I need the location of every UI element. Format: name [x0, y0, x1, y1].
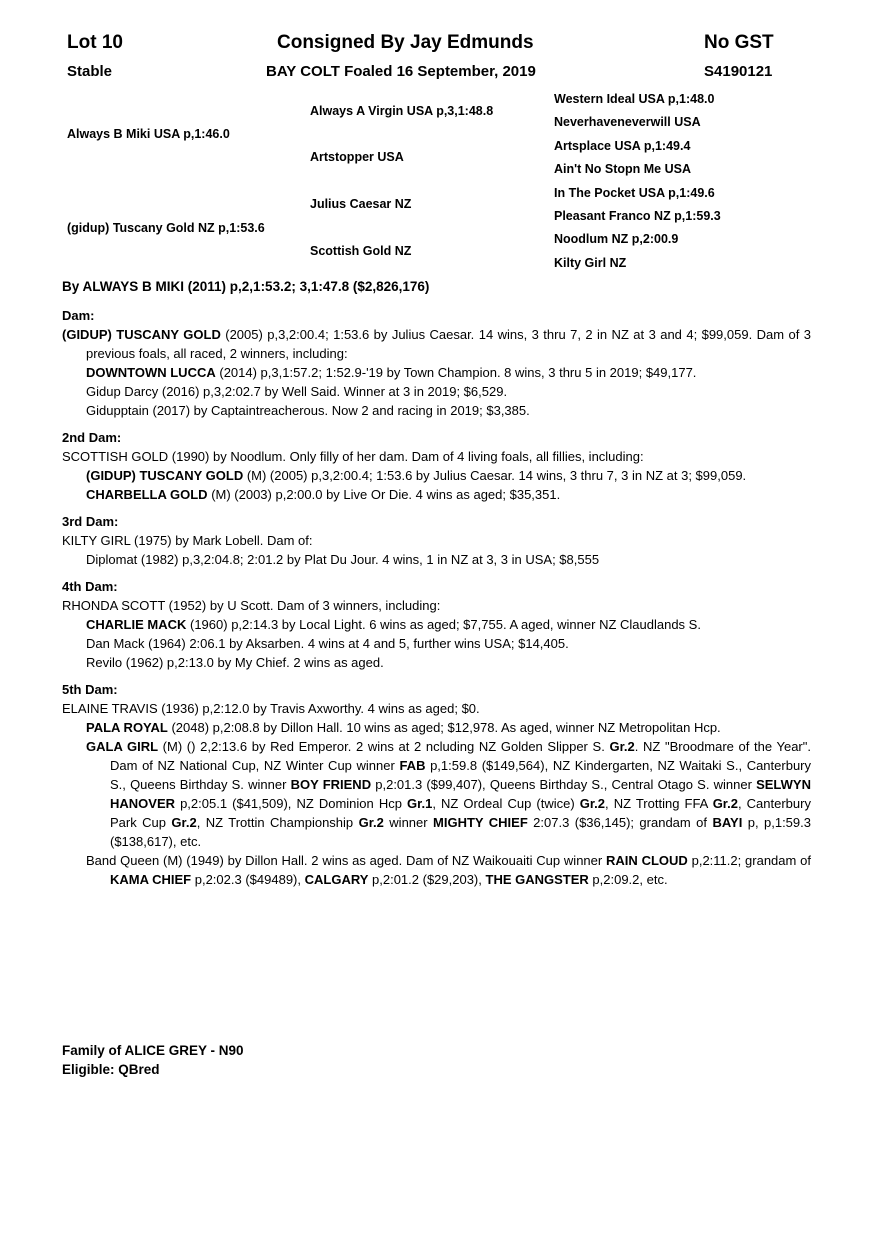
pedigree-great-grandparent: Artsplace USA p,1:49.4 [554, 139, 691, 153]
dam-entry [62, 325, 811, 363]
dam-entry [62, 531, 811, 550]
bold-text: Gr.2 [712, 796, 738, 811]
text: . NZ "Broodmare of the Year". Dam of NZ National Cup, NZ Winter Cup winner [110, 739, 811, 773]
pedigree-great-grandparent: Kilty Girl NZ [554, 256, 627, 270]
text: p,2:01.2 ($29,203), [368, 872, 486, 887]
bold-text: Gr.2 [358, 815, 384, 830]
text: Gidupptain (2017) by Captaintreacherous. Now 2 and racing in 2019; $3,385. [86, 403, 530, 418]
text: (2014) p,3,1:57.2; 1:52.9-'19 by Town Champion. 8 wins, 3 thru 5 in 2019; $49,177. [215, 365, 697, 380]
bold-text: RAIN CLOUD [606, 853, 688, 868]
pedigree-great-grandparent: Noodlum NZ p,2:00.9 [554, 232, 679, 246]
bold-text: Gr.2 [171, 815, 197, 830]
section-label: 4th Dam: [62, 579, 118, 594]
progeny-entry [62, 615, 811, 634]
bold-text: Gr.2 [609, 739, 635, 754]
text: SCOTTISH GOLD (1990) by Noodlum. Only filly of her dam. Dam of 4 living foals, all fillies, including: [62, 449, 644, 464]
pedigree-grandparent: Always A Virgin USA p,3,1:48.8 [310, 104, 494, 118]
bold-text: MIGHTY CHIEF [433, 815, 528, 830]
text: , NZ Ordeal Cup (twice) [432, 796, 580, 811]
pedigree-great-grandparent: In The Pocket USA p,1:49.6 [554, 186, 715, 200]
text: (1960) p,2:14.3 by Local Light. 6 wins as aged; $7,755. A aged, winner NZ Claudlands S. [186, 617, 701, 632]
horse-description: BAY COLT Foaled 16 September, 2019 [266, 63, 536, 80]
pedigree-great-grandparent: Western Ideal USA p,1:48.0 [554, 92, 715, 106]
dam-section [62, 428, 811, 504]
bold-text: CHARBELLA GOLD [86, 487, 208, 502]
bold-text: Gr.1 [407, 796, 433, 811]
pedigree-great-grandparent: Pleasant Franco NZ p,1:59.3 [554, 209, 721, 223]
consignor: Consigned By Jay Edmunds [277, 32, 534, 53]
progeny-entry [62, 550, 811, 569]
dam-section [62, 512, 811, 569]
text: p,2:11.2; grandam of [687, 853, 811, 868]
dam-section [62, 680, 811, 889]
dam-entry [62, 699, 811, 718]
text: (2005) p,3,2:00.4; 1:53.6 by Julius Caesar. 14 wins, 3 thru 7, 2 in NZ at 3 and 4; $99,059. Dam of 3 previous foals, all raced, 2 winners, including: [86, 327, 811, 361]
text: Band Queen (M) (1949) by Dillon Hall. 2 wins as aged. Dam of NZ Waikouaiti Cup winner [86, 853, 607, 868]
bold-text: (GIDUP) TUSCANY GOLD [62, 327, 221, 342]
lot-number: Lot 10 [67, 32, 123, 53]
bold-text: CHARLIE MACK [86, 617, 187, 632]
text: (2048) p,2:08.8 by Dillon Hall. 10 wins as aged; $12,978. As aged, winner NZ Metropolitan Hcp. [167, 720, 721, 735]
progeny-entry [62, 363, 811, 382]
bold-text: PALA ROYAL [86, 720, 168, 735]
text: p,2:01.3 ($99,407), Queens Birthday S., Central Otago S. winner [371, 777, 757, 792]
bold-text: GALA GIRL [86, 739, 159, 754]
progeny-entry [62, 737, 811, 851]
progeny-entry [62, 382, 811, 401]
bold-text: SELWYN HANOVER [110, 777, 811, 811]
text: Dan Mack (1964) 2:06.1 by Aksarben. 4 wins at 4 and 5, further wins USA; $14,405. [86, 636, 569, 651]
section-label: 5th Dam: [62, 682, 118, 697]
progeny-entry [62, 634, 811, 653]
text: Diplomat (1982) p,3,2:04.8; 2:01.2 by Plat Du Jour. 4 wins, 1 in NZ at 3, 3 in USA; $8,555 [86, 552, 600, 567]
bold-text: THE GANGSTER [485, 872, 589, 887]
bold-text: BOY FRIEND [290, 777, 372, 792]
gst-status: No GST [704, 32, 774, 53]
pedigree-grandparent: Artstopper USA [310, 150, 404, 164]
progeny-entry [62, 851, 811, 889]
text: p,2:02.3 ($49489), [191, 872, 305, 887]
progeny-entry [62, 485, 811, 504]
dam-entry [62, 447, 811, 466]
pedigree-great-grandparent: Ain't No Stopn Me USA [554, 162, 691, 176]
text: , Canterbury Park Cup [110, 796, 811, 830]
pedigree-grandparent: Julius Caesar NZ [310, 197, 412, 211]
text: KILTY GIRL (1975) by Mark Lobell. Dam of: [62, 533, 313, 548]
text: p,2:05.1 ($41,509), NZ Dominion Hcp [175, 796, 408, 811]
dam-section [62, 306, 811, 420]
bold-text: Gr.2 [579, 796, 606, 811]
bold-text: DOWNTOWN LUCCA [86, 365, 216, 380]
dam-entry [62, 596, 811, 615]
text: (M) (2003) p,2:00.0 by Live Or Die. 4 wins as aged; $35,351. [207, 487, 561, 502]
pedigree-grandparent: Scottish Gold NZ [310, 244, 412, 258]
pedigree-dam: (gidup) Tuscany Gold NZ p,1:53.6 [67, 221, 265, 235]
bold-text: (GIDUP) TUSCANY GOLD [86, 468, 244, 483]
progeny-entry [62, 401, 811, 420]
pedigree-great-grandparent: Neverhaveneverwill USA [554, 115, 701, 129]
text: Revilo (1962) p,2:13.0 by My Chief. 2 wins as aged. [86, 655, 384, 670]
pedigree-sire: Always B Miki USA p,1:46.0 [67, 127, 230, 141]
dam-line-body [62, 306, 811, 889]
text: , NZ Trotting FFA [605, 796, 713, 811]
text: winner [383, 815, 434, 830]
family: Family of ALICE GREY - N90 [62, 1043, 244, 1058]
lot-code: S4190121 [704, 63, 773, 80]
text: (M) () 2,2:13.6 by Red Emperor. 2 wins at 2 ncluding NZ Golden Slipper S. [158, 739, 610, 754]
stable: Stable [67, 63, 113, 80]
text: RHONDA SCOTT (1952) by U Scott. Dam of 3 winners, including: [62, 598, 441, 613]
eligibility: Eligible: QBred [62, 1062, 160, 1077]
sire-line: By ALWAYS B MIKI (2011) p,2,1:53.2; 3,1:47.8 ($2,826,176) [62, 279, 430, 294]
bold-text: CALGARY [304, 872, 369, 887]
text: , NZ Trottin Championship [196, 815, 359, 830]
text: p,1:59.8 ($149,564), NZ Kindergarten, NZ Waitaki S., Canterbury S., Queens Birthday S. winner [110, 758, 811, 792]
text: 2:07.3 ($36,145); grandam of [527, 815, 713, 830]
text: ELAINE TRAVIS (1936) p,2:12.0 by Travis Axworthy. 4 wins as aged; $0. [62, 701, 480, 716]
section-label: 3rd Dam: [62, 514, 119, 529]
dam-section [62, 577, 811, 672]
progeny-entry [62, 653, 811, 672]
text: Gidup Darcy (2016) p,3,2:02.7 by Well Said. Winner at 3 in 2019; $6,529. [86, 384, 508, 399]
bold-text: KAMA CHIEF [110, 872, 192, 887]
progeny-entry [62, 466, 811, 485]
text: (M) (2005) p,3,2:00.4; 1:53.6 by Julius Caesar. 14 wins, 3 thru 7, 3 in NZ at 3; $99,059. [243, 468, 747, 483]
text: p, p,1:59.3 ($138,617), etc. [110, 815, 811, 849]
section-label: 2nd Dam: [62, 430, 122, 445]
section-label: Dam: [62, 308, 95, 323]
progeny-entry [62, 718, 811, 737]
bold-text: FAB [399, 758, 426, 773]
text: p,2:09.2, etc. [588, 872, 668, 887]
bold-text: BAYI [712, 815, 743, 830]
